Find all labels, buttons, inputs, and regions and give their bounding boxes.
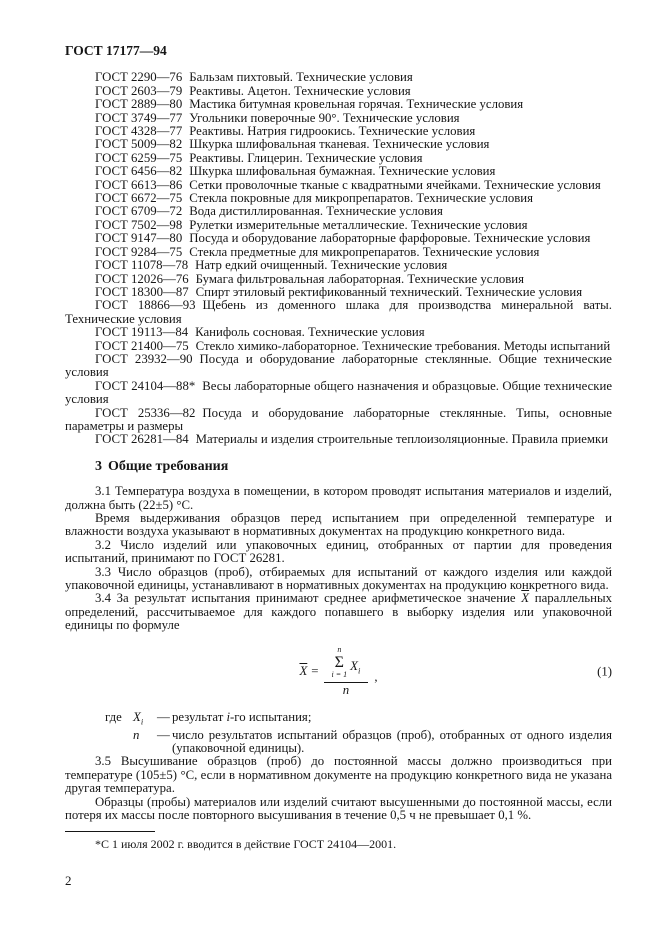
- reference-title: Стекла предметные для микропрепаратов. Технические условия: [189, 244, 540, 259]
- reference-title: Бальзам пихтовый. Технические условия: [189, 70, 413, 85]
- reference-code: ГОСТ 2603—79: [95, 83, 183, 98]
- reference-item: [65, 299, 612, 326]
- reference-title: Натр едкий очищенный. Технические условия: [195, 258, 448, 273]
- reference-item: [65, 273, 612, 286]
- reference-item: [65, 246, 612, 259]
- where-row: [65, 729, 612, 756]
- reference-title: Спирт этиловый ректификованный технический. Технические условия: [195, 284, 583, 299]
- page-number: 2: [65, 872, 72, 888]
- reference-item: [65, 138, 612, 151]
- reference-list: [65, 71, 612, 446]
- paragraph-3-1: 3.1 Температура воздуха в помещении, в котором проводят испытания материалов и изделий, должна быть (22±5) °С.: [65, 484, 612, 512]
- footnote: [65, 831, 612, 851]
- reference-code: ГОСТ 12026—76: [95, 271, 189, 286]
- reference-item: [65, 192, 612, 205]
- reference-code: ГОСТ 19113—84: [95, 325, 189, 340]
- reference-title: Материалы и изделия строительные теплоизоляционные. Правила приемки: [195, 432, 609, 447]
- reference-code: ГОСТ 2889—80: [95, 97, 183, 112]
- reference-code: ГОСТ 18866—93: [95, 298, 196, 313]
- paragraph-3-4-text: 3.4 За результат испытания принимают среднее арифметическое значение: [95, 591, 516, 606]
- reference-item: [65, 125, 612, 138]
- equation-number: (1): [597, 663, 612, 678]
- reference-title: Стекла покровные для микропрепаратов. Технические условия: [189, 191, 534, 206]
- reference-code: ГОСТ 6709—72: [95, 204, 183, 219]
- symbol-n: n: [133, 727, 140, 742]
- section-heading: [65, 460, 612, 473]
- reference-title: Стекло химико-лабораторное. Технические требования. Методы испытаний: [195, 338, 611, 353]
- reference-title: Посуда и оборудование лабораторные фарфоровые. Технические условия: [189, 231, 591, 246]
- formula-term: [350, 660, 360, 680]
- reference-code: ГОСТ 5009—82: [95, 137, 183, 152]
- reference-code: ГОСТ 4328—77: [95, 124, 183, 139]
- reference-item: [65, 179, 612, 192]
- where-definition: [172, 711, 612, 729]
- paragraph-3-5: 3.5 Высушивание образцов (проб) до постоянной массы должно производиться при температуре (105±5) °С, если в нормативном документе на продукцию конкретного вида не указана другая температура.: [65, 754, 612, 796]
- reference-item: [65, 85, 612, 98]
- formula-fraction: [324, 646, 369, 697]
- reference-item: [65, 326, 612, 339]
- section-title: Общие требования: [108, 458, 229, 474]
- section-number: 3: [95, 458, 102, 474]
- reference-item: [65, 219, 612, 232]
- equals-sign: =: [311, 663, 319, 678]
- definition-text: результат: [172, 709, 224, 724]
- paragraph-3-4-text: параллельных определений, рассчитываемое для каждого попавшего в выборку изделия или упаковочной единицы по формуле: [65, 591, 612, 633]
- reference-title: Угольники поверочные 90°. Технические условия: [189, 110, 460, 125]
- reference-title: Посуда и оборудование лабораторные стеклянные. Типы, основные параметры и размеры: [65, 405, 612, 433]
- document-title: ГОСТ 17177—94: [65, 43, 167, 58]
- reference-code: ГОСТ 25336—82: [95, 405, 196, 420]
- sigma-operator: [332, 646, 348, 680]
- reference-code: ГОСТ 11078—78: [95, 258, 189, 273]
- reference-code: ГОСТ 21400—75: [95, 338, 189, 353]
- reference-code: ГОСТ 6613—86: [95, 177, 183, 192]
- reference-item: [65, 98, 612, 111]
- reference-code: ГОСТ 24104—88*: [95, 378, 196, 393]
- reference-title: Весы лабораторные общего назначения и образцовые. Общие технические условия: [65, 378, 613, 407]
- where-row: [65, 711, 612, 729]
- reference-code: ГОСТ 6456—82: [95, 164, 183, 179]
- paragraph-3-3: 3.3 Число образцов (проб), отбираемых для испытаний от каждого изделия или каждой упаковочной единицы, устанавливают в нормативных документах на продукцию конкретного вида.: [65, 564, 612, 593]
- formula-1: [65, 645, 612, 699]
- symbol-xi: [133, 711, 157, 729]
- reference-title: Реактивы. Ацетон. Технические условия: [189, 83, 411, 98]
- dash: —: [157, 727, 170, 742]
- sigma-upper-limit: n: [337, 645, 342, 655]
- reference-item: [65, 152, 612, 165]
- where-block: [65, 711, 612, 756]
- sigma-icon: Σ: [334, 653, 344, 671]
- reference-code: ГОСТ 6672—75: [95, 191, 183, 206]
- spacer: [105, 729, 133, 756]
- reference-item: [65, 259, 612, 272]
- term-subscript: i: [357, 665, 361, 676]
- formula-denominator: n: [342, 682, 350, 697]
- reference-title: Мастика битумная кровельная горячая. Технические условия: [189, 97, 524, 112]
- term-symbol: X: [350, 658, 358, 673]
- italic-i: i: [226, 709, 231, 724]
- paragraph-3-4: [65, 592, 612, 632]
- where-definition: число результатов испытаний образцов (проб), отобранных от одного изделия (упаковочной единицы).: [172, 727, 612, 756]
- footnote-text: *С 1 июля 2002 г. вводится в действие ГОСТ 24104—2001.: [95, 837, 397, 852]
- reference-code: ГОСТ 26281—84: [95, 432, 189, 447]
- where-label: где: [105, 709, 122, 724]
- reference-item: [65, 205, 612, 218]
- reference-item: [65, 353, 612, 380]
- reference-title: Реактивы. Натрия гидроокись. Технические условия: [189, 124, 476, 139]
- reference-title: Шкурка шлифовальная бумажная. Технические условия: [189, 164, 496, 179]
- reference-code: ГОСТ 23932—90: [95, 351, 193, 366]
- section-body: [65, 485, 612, 822]
- x-bar-symbol: $\overline{X}$: [521, 591, 530, 606]
- reference-item: [65, 71, 612, 84]
- sigma-lower-limit: i = 1: [331, 669, 348, 679]
- reference-title: Шкурка шлифовальная тканевая. Технические условия: [189, 137, 490, 152]
- reference-title: Щебень из доменного шлака для производства минеральной ваты. Технические условия: [65, 298, 612, 326]
- dash: —: [157, 709, 170, 724]
- reference-code: ГОСТ 18300—87: [95, 284, 189, 299]
- reference-code: ГОСТ 6259—75: [95, 150, 183, 165]
- reference-item: [65, 340, 612, 353]
- reference-title: Бумага фильтровальная лабораторная. Технические условия: [195, 271, 525, 286]
- reference-item: [65, 165, 612, 178]
- paragraph-3-1b: Время выдерживания образцов перед испытанием при определенной температуре и влажности воздуха указывают в нормативных документах на продукцию конкретного вида.: [65, 511, 612, 539]
- paragraph-3-5b: Образцы (пробы) материалов или изделий считают высушенными до постоянной массы, если потеря их массы после повторного высушивания в течение 0,5 ч не превышает 0,1 %.: [65, 794, 612, 823]
- formula-comma: ,: [374, 670, 378, 685]
- reference-title: Рулетки измерительные металлические. Технические условия: [189, 217, 528, 232]
- reference-item: [65, 433, 612, 446]
- formula-lhs: $\overline{X}$: [299, 663, 308, 678]
- footnote-rule: [65, 831, 155, 832]
- formula-numerator: [324, 646, 369, 683]
- reference-item: [65, 112, 612, 125]
- reference-item: [65, 286, 612, 299]
- reference-code: ГОСТ 3749—77: [95, 110, 183, 125]
- reference-title: Канифоль сосновая. Технические условия: [195, 325, 425, 340]
- reference-code: ГОСТ 9284—75: [95, 244, 183, 259]
- paragraph-3-2: 3.2 Число изделий или упаковочных единиц, отобранных от партии для проведения испытаний, принимают по ГОСТ 26281.: [65, 537, 612, 566]
- reference-title: Посуда и оборудование лабораторные стеклянные. Общие технические условия: [65, 351, 612, 380]
- reference-title: Сетки проволочные тканые с квадратными ячейками. Технические условия: [189, 177, 601, 192]
- reference-code: ГОСТ 7502—98: [95, 217, 183, 232]
- reference-item: [65, 407, 612, 434]
- reference-code: ГОСТ 2290—76: [95, 70, 183, 85]
- symbol-subscript: i: [140, 716, 144, 727]
- reference-code: ГОСТ 9147—80: [95, 231, 183, 246]
- symbol: X: [133, 709, 141, 724]
- reference-item: [65, 380, 612, 407]
- reference-title: Реактивы. Глицерин. Технические условия: [189, 150, 423, 165]
- reference-title: Вода дистиллированная. Технические условия: [189, 204, 443, 219]
- definition-text: -го испытания;: [230, 709, 312, 724]
- reference-item: [65, 232, 612, 245]
